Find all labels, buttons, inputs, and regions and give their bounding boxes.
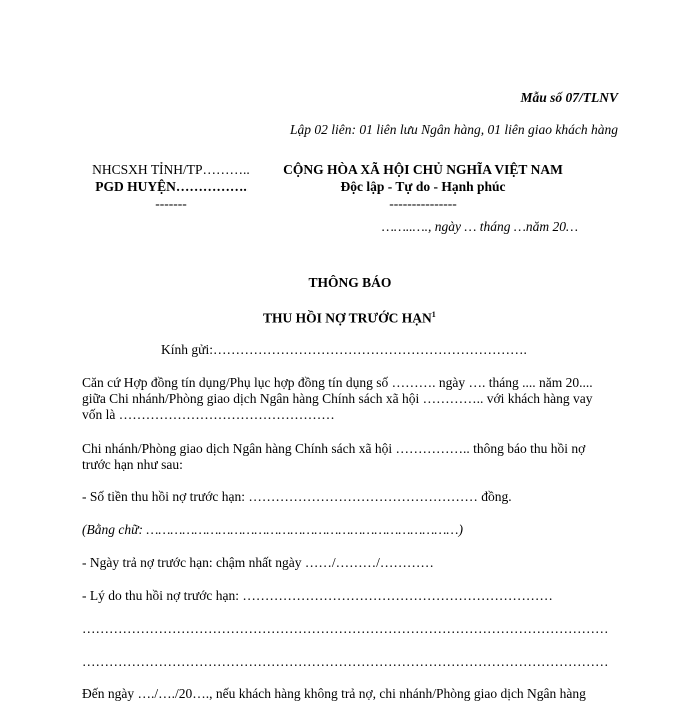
deadline-line: Đến ngày …./…./20…., nếu khách hàng không trả nợ, chi nhánh/Phòng giao dịch Ngân hàng xyxy=(82,686,586,701)
title-line-2 xyxy=(263,307,436,327)
national-title: CỘNG HÒA XÃ HỘI CHỦ NGHĨA VIỆT NAM xyxy=(283,162,563,177)
amount-line: - Số tiền thu hồi nợ trước hạn: …………………………………………… đồng. xyxy=(82,489,512,504)
title-line-1: THÔNG BÁO xyxy=(308,275,392,290)
notice-line-1: Chi nhánh/Phòng giao dịch Ngân hàng Chính sách xã hội …………….. thông báo thu hồi nợ xyxy=(82,441,586,456)
header-right-divider: --------------- xyxy=(389,196,457,211)
basis-line-3: vốn là ………………………………………… xyxy=(82,407,335,422)
basis-line-1: Căn cứ Hợp đồng tín dụng/Phụ lục hợp đồng tín dụng số ………. ngày …. tháng .... năm 20.... xyxy=(82,375,593,390)
header-left-divider: ------- xyxy=(155,196,187,211)
amount-in-words: (Bằng chữ: ……………………………………………………………………) xyxy=(82,522,463,537)
recipient-line: Kính gửi:……………………………………………………………. xyxy=(161,342,527,357)
basis-line-2: giữa Chi nhánh/Phòng giao dịch Ngân hàng Chính sách xã hội ………….. với khách hàng vay xyxy=(82,391,593,406)
copies-note: Lập 02 liên: 01 liên lưu Ngân hàng, 01 liên giao khách hàng xyxy=(290,122,618,137)
branch-district: PGD HUYỆN……………. xyxy=(95,179,247,194)
footnote-mark: 1 xyxy=(431,310,436,319)
national-motto: Độc lập - Tự do - Hạnh phúc xyxy=(340,179,506,194)
reason-dots-1: ……………………………………………………………………………………………………… xyxy=(82,621,609,636)
date-line: ……..…., ngày … tháng …năm 20… xyxy=(381,219,579,234)
reason-line: - Lý do thu hồi nợ trước hạn: …………………………………………………………… xyxy=(82,588,553,603)
due-date-line: - Ngày trả nợ trước hạn: chậm nhất ngày ……/………/………… xyxy=(82,555,434,570)
notice-line-2: trước hạn như sau: xyxy=(82,457,183,472)
title-text: THU HỒI NỢ TRƯỚC HẠN xyxy=(263,310,432,326)
form-code: Mẫu số 07/TLNV xyxy=(520,90,618,105)
branch-province: NHCSXH TỈNH/TP……….. xyxy=(92,162,250,177)
reason-dots-2: ……………………………………………………………………………………………………… xyxy=(82,654,609,669)
